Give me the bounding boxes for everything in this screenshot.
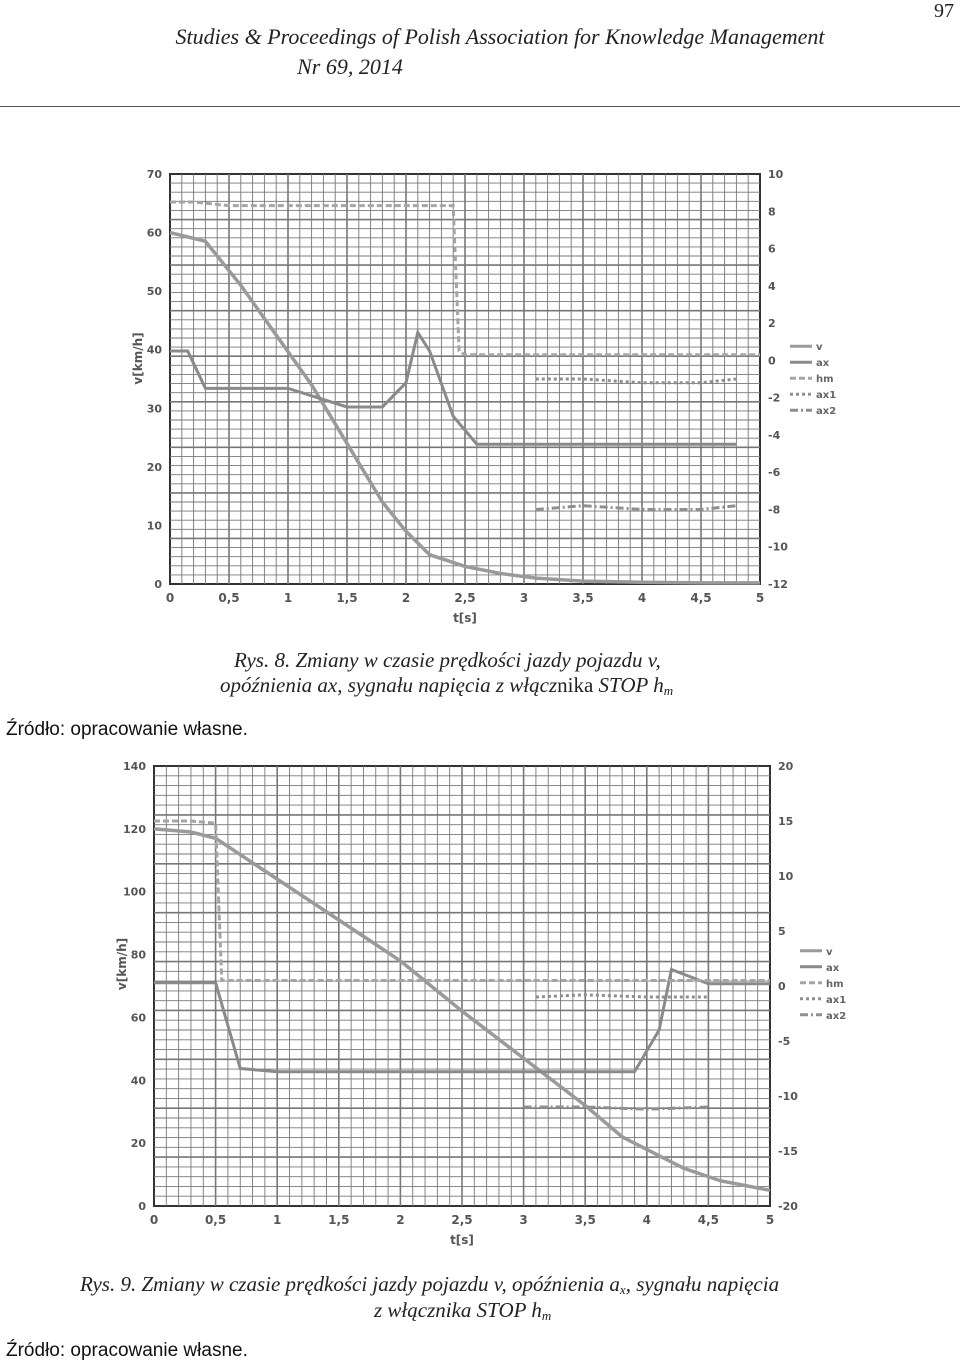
journal-title: Studies & Proceedings of Polish Association for Knowledge Management (175, 24, 825, 49)
header-rule (0, 106, 960, 107)
y-left-tick-label: 100 (123, 885, 146, 899)
figure-9-caption-line2 (374, 1298, 940, 1324)
figure-8-caption (220, 648, 754, 699)
legend-label-ax1: ax1 (826, 994, 847, 1006)
y-left-tick-label: 30 (146, 402, 162, 416)
figure-9-caption-part-c: z włącznika STOP h (374, 1298, 542, 1322)
figure-9-caption-sub-x: x (619, 1282, 626, 1297)
x-tick-label: 0 (149, 1213, 159, 1227)
y-right-tick-label: 10 (778, 870, 794, 883)
legend-label-v: v (816, 342, 823, 354)
x-tick-label: 5 (755, 591, 765, 605)
y-right-tick-label: 20 (778, 760, 794, 773)
x-tick-label: 1 (273, 1213, 282, 1227)
x-tick-label: 4 (637, 591, 647, 605)
x-tick-label: 1,5 (328, 1213, 350, 1227)
figure-8-caption-line2 (220, 673, 754, 699)
x-tick-label: 0,5 (218, 591, 240, 605)
y-right-tick-label: 2 (768, 317, 776, 331)
legend-label-ax2: ax2 (826, 1010, 847, 1022)
x-tick-label: 2,5 (451, 1213, 473, 1227)
y-right-tick-label: -8 (768, 503, 781, 517)
figure-8-source: Źródło: opracowanie własne. (6, 719, 248, 740)
x-tick-label: 1 (283, 591, 293, 605)
figure-9-caption (80, 1272, 940, 1324)
y-right-tick-label: 5 (778, 925, 786, 938)
y-left-tick-label: 40 (146, 343, 162, 357)
y-right-tick-label: 10 (768, 168, 784, 181)
x-tick-label: 4 (642, 1213, 651, 1227)
y-left-tick-label: 0 (138, 1200, 146, 1213)
x-tick-label: 1,5 (336, 591, 358, 605)
y-right-tick-label: -15 (778, 1145, 798, 1158)
legend-label-ax: ax (816, 358, 830, 370)
y-left-tick-label: 10 (146, 519, 162, 533)
x-tick-label: 3,5 (574, 1213, 596, 1227)
figure-8-caption-part-b: nika (557, 673, 594, 697)
y-right-tick-label: -6 (768, 466, 781, 480)
figure-8 (120, 158, 860, 628)
y-right-tick-label: 8 (768, 205, 776, 219)
y-right-tick-label: -10 (768, 540, 788, 554)
legend-label-hm: hm (816, 374, 834, 386)
x-tick-label: 3 (519, 591, 529, 605)
y-right-tick-label: -12 (768, 578, 788, 591)
y-right-tick-label: -4 (768, 428, 781, 442)
chart-9 (100, 756, 860, 1246)
page-number: 97 (934, 0, 954, 22)
figure-8-caption-part-c: STOP h (593, 673, 664, 697)
x-tick-label: 0,5 (204, 1213, 227, 1227)
x-tick-label: 4,5 (690, 591, 712, 605)
x-tick-label: 2 (401, 591, 411, 605)
y-left-tick-label: 120 (123, 822, 146, 836)
y-left-tick-label: 70 (146, 168, 162, 181)
figure-8-caption-sub: m (663, 683, 674, 698)
y-left-tick-label: 140 (123, 760, 146, 773)
y-right-tick-label: 0 (768, 354, 776, 368)
y-left-tick-label: 40 (130, 1074, 146, 1088)
x-tick-label: 4,5 (697, 1213, 720, 1227)
figure-9-source: Źródło: opracowanie własne. (6, 1340, 248, 1361)
legend-label-v: v (826, 946, 833, 958)
y-left-tick-label: 60 (146, 226, 162, 240)
figure-8-caption-part-a: opóźnienia ax, sygnału napięcia z włącz (220, 673, 558, 697)
y-right-tick-label: 15 (778, 815, 794, 828)
y-right-tick-label: -10 (778, 1090, 798, 1103)
x-axis-label: t[s] (450, 1233, 474, 1246)
y-right-tick-label: 4 (768, 279, 776, 293)
x-axis-label: t[s] (453, 611, 477, 625)
y-right-tick-label: -2 (768, 391, 781, 405)
y-left-tick-label: 0 (154, 578, 162, 591)
y-right-tick-label: -5 (778, 1035, 791, 1048)
y-right-tick-label: 6 (768, 242, 776, 256)
figure-9 (100, 756, 860, 1246)
x-tick-label: 2 (396, 1213, 405, 1227)
x-tick-label: 2,5 (454, 591, 476, 605)
y-axis-label: v[km/h] (131, 332, 145, 385)
legend-label-ax1: ax1 (816, 390, 837, 402)
figure-9-caption-part-a: Rys. 9. Zmiany w czasie prędkości jazdy pojazdu v, opóźnienia a (80, 1272, 620, 1296)
y-left-tick-label: 60 (130, 1011, 146, 1025)
y-right-tick-label: 0 (778, 980, 786, 993)
legend-label-ax2: ax2 (816, 406, 837, 418)
y-axis-label: v[km/h] (115, 937, 129, 991)
figure-9-caption-sub-m: m (541, 1308, 552, 1323)
x-tick-label: 5 (765, 1213, 775, 1227)
y-left-tick-label: 20 (146, 460, 162, 474)
figure-9-caption-part-b: , sygnału napięcia (625, 1272, 780, 1296)
y-right-tick-label: -20 (778, 1200, 798, 1213)
figure-9-caption-line1 (80, 1272, 940, 1298)
figure-8-caption-line1: Rys. 8. Zmiany w czasie prędkości jazdy pojazdu v, (234, 648, 661, 672)
x-tick-label: 3 (519, 1213, 528, 1227)
x-tick-label: 0 (165, 591, 175, 605)
legend-label-hm: hm (826, 978, 844, 990)
x-tick-label: 3,5 (572, 591, 594, 605)
chart-8 (120, 158, 860, 628)
legend-label-ax: ax (826, 962, 840, 974)
y-left-tick-label: 80 (130, 948, 146, 962)
y-left-tick-label: 50 (146, 285, 162, 299)
journal-issue: Nr 69, 2014 (297, 54, 403, 79)
y-left-tick-label: 20 (130, 1137, 146, 1151)
